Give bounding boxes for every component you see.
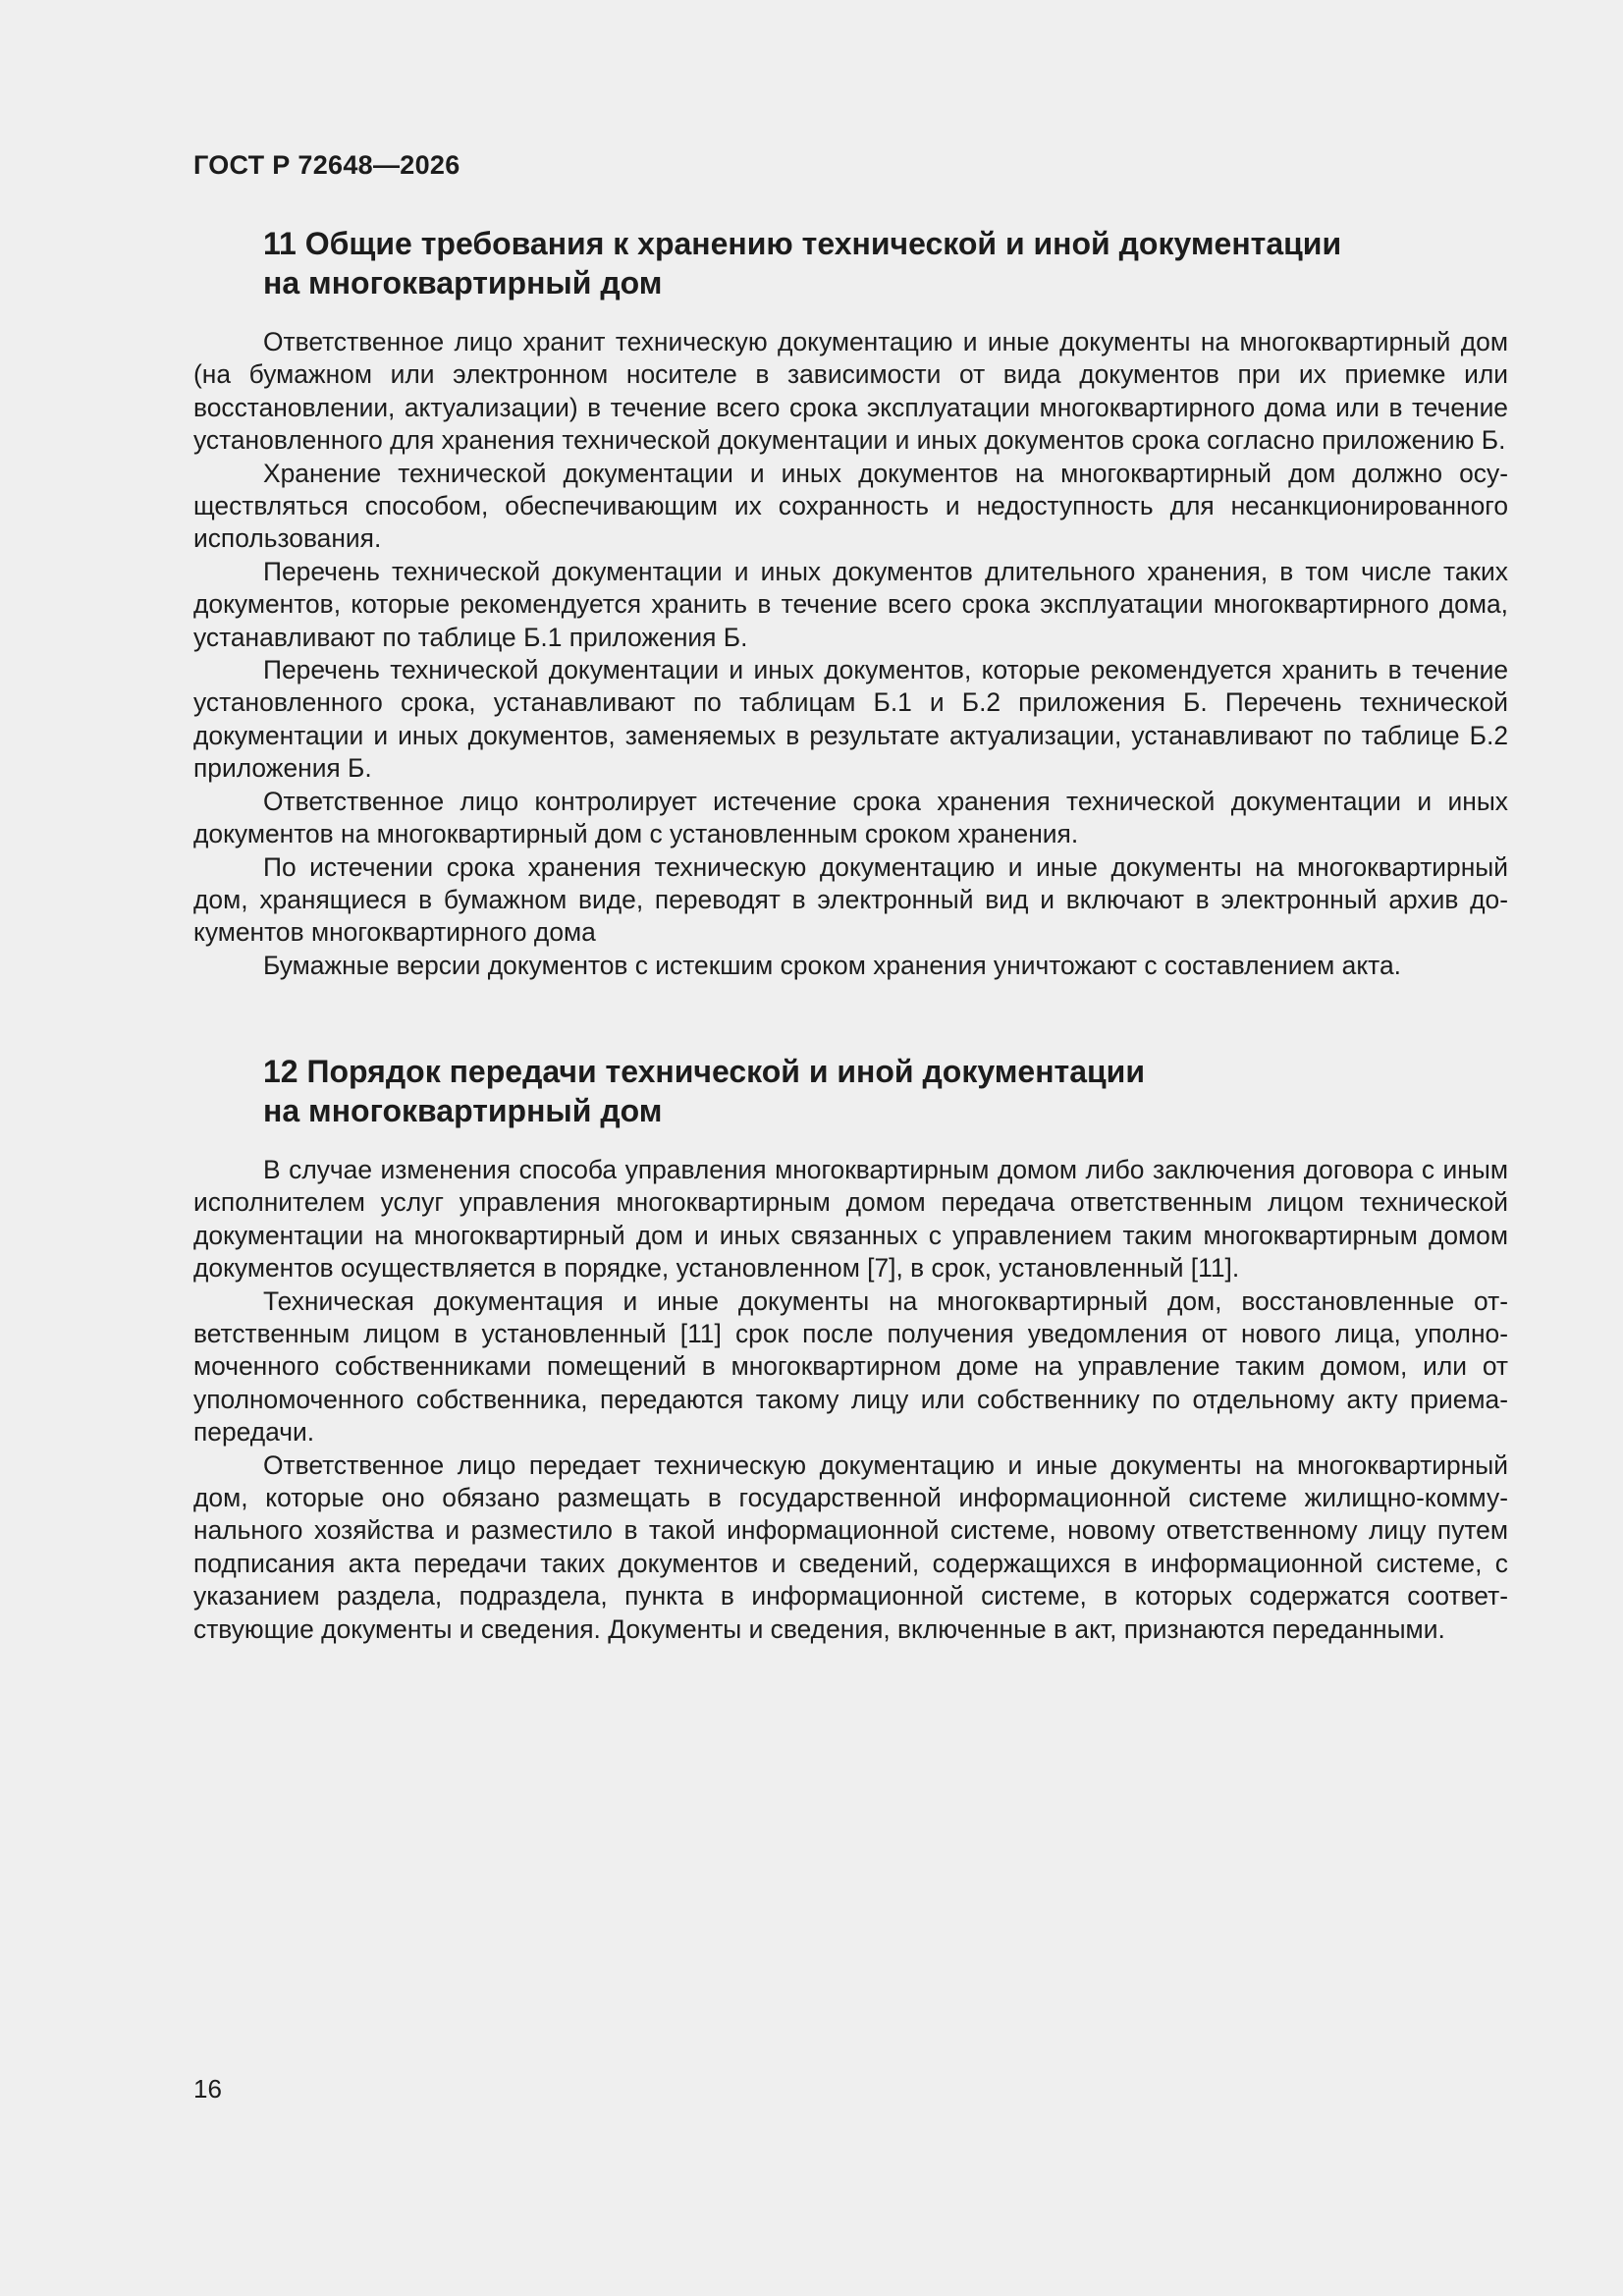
page-number: 16: [193, 2074, 222, 2104]
section-12-title: [263, 1052, 1508, 1130]
section-12-body: [193, 1154, 1508, 1646]
section-11-body: [193, 326, 1508, 982]
paragraph: Ответственное лицо хранит техническую документацию и иные документы на многоквартирный дом (на бумажном или электронном носителе в зависимости от вида документов при их приемке или восстановлении, актуализации) в течение всего срока эксплуатации многоквартирного дома или в течение установленного для хранения технической документации и иных документов срока согласно приложению Б.: [193, 327, 1508, 456]
paragraph: Бумажные версии документов с истекшим сроком хранения уничтожают с составлением акта.: [263, 950, 1401, 980]
paragraph: По истечении срока хранения техническую документацию и иные документы на многоквартирный дом, хранящиеся в бумажном виде, переводят в электронный вид и включают в электронный архив документов многоквартирного дома: [193, 851, 1508, 948]
section-11-title: [263, 224, 1508, 302]
paragraph: Перечень технической документации и иных документов длительного хранения, в том числе таких документов, которые рекомендуется хранить в течение всего срока эксплуатации многоквартирного дома, устанавливают по таблице Б.1 приложения Б.: [193, 556, 1508, 652]
section-12-title-line-1: 12 Порядок передачи технической и иной документации: [263, 1054, 1146, 1089]
paragraph: Ответственное лицо передает техническую документацию и иные документы на многоквартирный дом, которые оно обязано размещать в государственной информационной системе жилищно-коммунального хозяйства и разместило в такой информационной системе, новому ответственному лицу путем подписания акта передачи таких документов и сведений, содержащихся в информационной системе, с указанием раздела, подраздела, пункта в информационной системе, в которых содержатся соответствующие документы и сведения. Документы и сведения, включенные в акт, признаются переданными.: [193, 1449, 1508, 1644]
section-11: [193, 224, 1508, 982]
section-11-title-line-1: 11 Общие требования к хранению технической и иной документации: [263, 226, 1342, 261]
section-11-title-line-2: на многоквартирный дом: [263, 265, 663, 301]
paragraph: Перечень технической документации и иных документов, которые рекомендуется хранить в течение установленного срока, устанавливают по таблицам Б.1 и Б.2 приложения Б. Перечень технической документации и иных документов, заменяемых в результате актуализации, устанавливают по таблице Б.2 приложения Б.: [193, 655, 1508, 784]
paragraph: Ответственное лицо контролирует истечение срока хранения технической документации и иных документов на многоквартирный дом с установленным сроком хранения.: [193, 786, 1508, 849]
document-header: ГОСТ Р 72648—2026: [193, 150, 460, 180]
paragraph: В случае изменения способа управления многоквартирным домом либо заключения договора с иным исполнителем услуг управления многоквартирным домом передача ответственным лицом технической документации на многоквартирный дом и иных связанных с управлением таким многоквартирным домом документов осуществляется в порядке, установленном [7], в срок, установленный [11].: [193, 1155, 1508, 1284]
paragraph: Хранение технической документации и иных документов на многоквартирный дом должно осуществляться способом, обеспечивающим их сохранность и недоступность для несанкционированного использования.: [193, 458, 1508, 554]
section-12: [193, 1052, 1508, 1646]
paragraph: Техническая документация и иные документы на многоквартирный дом, восстановленные ответственным лицом в установленный [11] срок после получения уведомления от нового лица, уполномоченного собственниками помещений в многоквартирном доме на управление таким домом, или от уполномоченного собственника, передаются такому лицу или собственнику по отдельному акту приема-передачи.: [193, 1285, 1508, 1448]
section-12-title-line-2: на многоквартирный дом: [263, 1093, 663, 1128]
